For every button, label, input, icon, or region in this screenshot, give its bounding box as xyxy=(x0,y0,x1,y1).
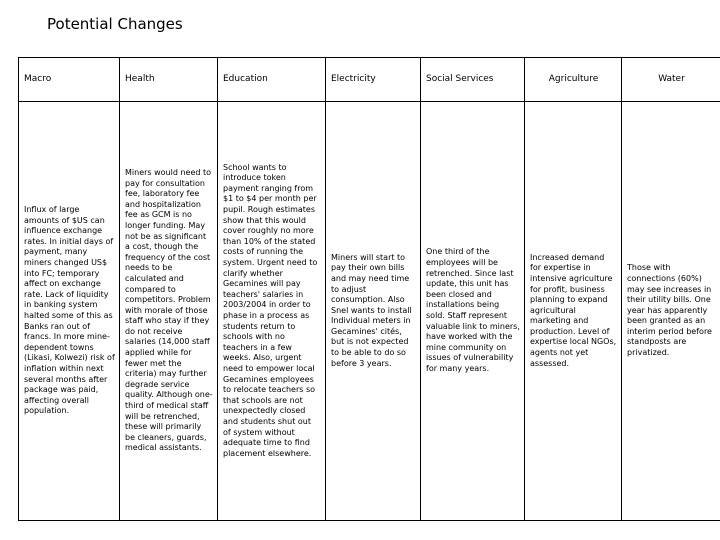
cell-education: School wants to introduce token payment ranging from $1 to $4 per month per pupil. Rough estimates show that this would cover roughly no more than 10% of the stated costs of running the system. Urgent need to clarify whether Gecamines will pay teachers' salaries in 2003/2004 in order to phase in a process as students return to schools with no teachers in a few weeks. Also, urgent need to empower local Gecamines employees to relocate teachers so that schools are not unexpectedly closed and students shut out of system without adequate time to find placement elsewhere. xyxy=(218,102,326,521)
page-title: Potential Changes xyxy=(47,15,183,33)
header-social-services: Social Services xyxy=(421,58,525,102)
cell-social-services: One third of the employees will be retrenched. Since last update, this unit has been closed and installations being sold. Staff represent valuable link to miners, have worked with the mine community on issues of vulnerability for many years. xyxy=(421,102,525,521)
header-macro: Macro xyxy=(19,58,120,102)
header-education: Education xyxy=(218,58,326,102)
header-agriculture: Agriculture xyxy=(525,58,622,102)
cell-electricity: Miners will start to pay their own bills and may need time to adjust consumption. Also Snel wants to install Individual meters in Gecamines' cités, but is not expected to be able to do so before 3 years. xyxy=(326,102,421,521)
potential-changes-table xyxy=(18,57,720,521)
header-water: Water xyxy=(622,58,720,102)
cell-water: Those with connections (60%) may see increases in their utility bills. One year has apparently been granted as an interim period before standposts are privatized. xyxy=(622,102,720,521)
cell-agriculture: Increased demand for expertise in intensive agriculture for profit, business planning to expand agricultural marketing and production. Level of expertise local NGOs, agents not yet assessed. xyxy=(525,102,622,521)
table-row xyxy=(19,102,720,521)
table-header-row xyxy=(19,58,720,102)
cell-health: Miners would need to pay for consultation fee, laboratory fee and hospitalization fee as GCM is no longer funding. May not be as significant a cost, though the frequency of the cost needs to be calculated and compared to competitors. Problem with morale of those staff who stay if they do not receive salaries (14,000 staff applied while for fewer met the criteria) may further degrade service quality. Although one-third of medical staff will be retrenched, these will primarily be cleaners, guards, medical assistants. xyxy=(120,102,218,521)
header-electricity: Electricity xyxy=(326,58,421,102)
cell-macro: Influx of large amounts of $US can influence exchange rates. In initial days of payment, many miners changed US$ into FC; temporary affect on exchange rate. Lack of liquidity in banking system halted some of this as Banks ran out of francs. In more mine-dependent towns (Likasi, Kolwezi) risk of inflation within next several months after package was paid, affecting overall population. xyxy=(19,102,120,521)
header-health: Health xyxy=(120,58,218,102)
